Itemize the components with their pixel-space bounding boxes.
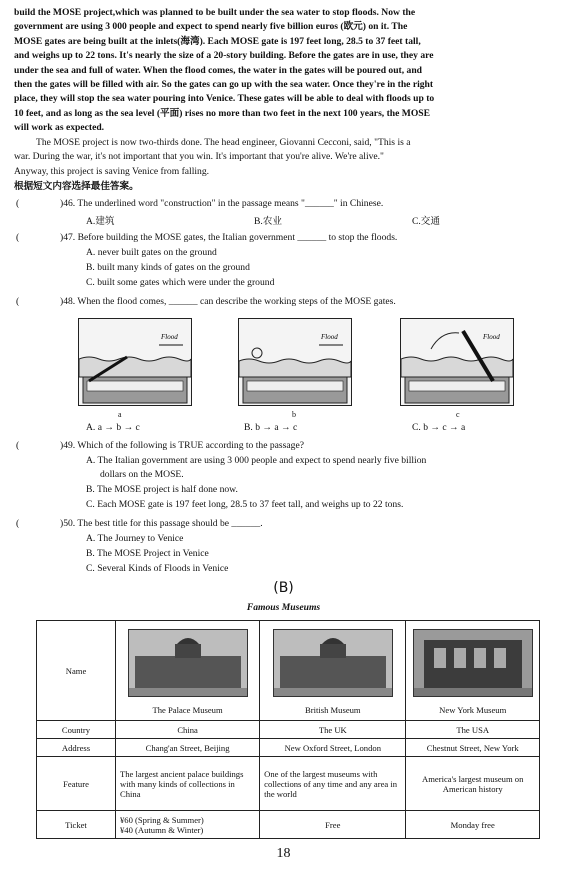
palace-museum-photo	[128, 629, 248, 697]
row-header-address: Address	[37, 739, 116, 757]
museum-name: New York Museum	[439, 704, 507, 715]
option-50-a[interactable]: A. The Journey to Venice	[86, 533, 184, 544]
ticket-price: ¥60 (Spring & Summer)	[120, 814, 204, 825]
instruction: 根据短文内容选择最佳答案。	[14, 181, 139, 192]
museum-name: The Palace Museum	[152, 704, 223, 715]
passage-line: MOSE gates are being built at the inlets(海湾). Each MOSE gate is 197 feet long, 28.5 to 37 feet tall,	[14, 35, 421, 47]
ticket-price: ¥40 (Autumn & Winter)	[120, 824, 204, 835]
table-row-ticket	[37, 811, 540, 839]
cell-feature: America's largest museum on American history	[406, 757, 540, 811]
cell-feature: The largest ancient palace buildings with many kinds of collections in China	[116, 757, 260, 811]
cell-ticket-1	[116, 811, 260, 839]
gate-diagram-a	[78, 318, 192, 406]
flood-label: Flood	[483, 333, 500, 341]
question-47: )47. Before building the MOSE gates, the Italian government ______ to stop the floods.	[60, 232, 398, 243]
new-york-museum-photo	[413, 629, 533, 697]
table-title: Famous Museums	[246, 602, 321, 613]
question-46: )46. The underlined word "construction" in the passage means "______" in Chinese.	[60, 198, 384, 209]
cell-address: Chestnut Street, New York	[406, 739, 540, 757]
passage-line: build the MOSE project,which was planned to be built under the sea water to stop floods. Now the	[14, 7, 416, 18]
cell-name-1	[116, 621, 260, 721]
cell-country: The USA	[406, 721, 540, 739]
option-48-c[interactable]: C. b → c → a	[412, 422, 466, 433]
passage-line: place, they will stop the sea water pouring into Venice. These gates will be able to deal with floods up to	[14, 93, 435, 105]
row-header-country: Country	[37, 721, 116, 739]
option-47-c[interactable]: C. built some gates which were under the ground	[86, 277, 275, 288]
passage-line: government are using 3 000 people and expect to spend nearly five billion euros (欧元) on it. The	[14, 21, 408, 33]
cell-country: The UK	[260, 721, 406, 739]
table-row-country	[37, 721, 540, 739]
page-number: 18	[276, 846, 291, 861]
passage-line: war. During the war, it's not important that you win. It's important that you're alive. We're alive."	[14, 151, 384, 163]
figure-label-b: b	[292, 410, 296, 419]
passage-line: and weighs up to 22 tons. It's nearly the size of a 20-story building. Before the gates are in use, they are	[14, 50, 434, 62]
answer-paren-49[interactable]: (	[16, 440, 20, 451]
cell-address: New Oxford Street, London	[260, 739, 406, 757]
passage-line: then the gates will be filled with air. So the gates can go up with the sea water. Once they're in the right	[14, 79, 434, 91]
passage-line: under the sea and full of water. When the flood comes, the water in the gates will be poured out, and	[14, 64, 423, 76]
cell-country: China	[116, 721, 260, 739]
passage-line: 10 feet, and as long as the sea level (平面) rises no more than two feet in the next 100 years, the MOSE	[14, 107, 431, 119]
gate-diagram-b	[238, 318, 352, 406]
option-46-c[interactable]: C.交通	[412, 216, 440, 227]
passage-line: Anyway, this project is saving Venice from falling.	[14, 165, 210, 177]
option-49-a-cont: dollars on the MOSE.	[100, 469, 184, 480]
option-48-b[interactable]: B. b → a → c	[244, 422, 298, 433]
option-46-b[interactable]: B.农业	[254, 216, 282, 227]
gate-diagram-c	[400, 318, 514, 406]
cell-address: Chang'an Street, Beijing	[116, 739, 260, 757]
option-48-a[interactable]: A. a → b → c	[86, 422, 140, 433]
table-row-name	[37, 621, 540, 721]
flood-label: Flood	[161, 333, 178, 341]
option-50-c[interactable]: C. Several Kinds of Floods in Venice	[86, 563, 229, 574]
flood-label: Flood	[321, 333, 338, 341]
cell-name-2	[260, 621, 406, 721]
museum-name: British Museum	[304, 704, 361, 715]
table-row-feature	[37, 757, 540, 811]
answer-paren-46[interactable]: (	[16, 198, 20, 209]
answer-paren-50[interactable]: (	[16, 518, 20, 529]
answer-paren-47[interactable]: (	[16, 232, 20, 243]
cell-ticket-2: Free	[260, 811, 406, 839]
figure-label-a: a	[118, 410, 122, 419]
option-47-b[interactable]: B. built many kinds of gates on the ground	[86, 262, 250, 273]
passage-paragraph-1	[14, 6, 562, 136]
question-50: )50. The best title for this passage should be ______.	[60, 518, 263, 529]
row-header-feature: Feature	[37, 757, 116, 811]
table-row-address	[37, 739, 540, 757]
option-46-a[interactable]: A.建筑	[86, 216, 115, 227]
question-49: )49. Which of the following is TRUE according to the passage?	[60, 440, 304, 451]
figure-label-c: c	[456, 410, 460, 419]
british-museum-photo	[273, 629, 393, 697]
passage-line: will work as expected.	[14, 122, 105, 134]
option-49-a[interactable]: A. The Italian government are using 3 000 people and expect to spend nearly five billion	[86, 455, 427, 466]
option-50-b[interactable]: B. The MOSE Project in Venice	[86, 548, 209, 559]
cell-ticket-3: Monday free	[406, 811, 540, 839]
passage-line: The MOSE project is now two-thirds done. The head engineer, Giovanni Cecconi, said, "This is a	[36, 137, 411, 148]
section-b-heading: (B)	[273, 580, 294, 596]
row-header-name: Name	[37, 621, 116, 721]
option-49-c[interactable]: C. Each MOSE gate is 197 feet long, 28.5 to 37 feet tall, and weighs up to 22 tons.	[86, 499, 404, 510]
cell-name-3	[406, 621, 540, 721]
row-header-ticket: Ticket	[37, 811, 116, 839]
passage-paragraph-2	[14, 136, 562, 179]
answer-paren-48[interactable]: (	[16, 296, 20, 307]
option-49-b[interactable]: B. The MOSE project is half done now.	[86, 484, 238, 495]
question-48: )48. When the flood comes, ______ can describe the working steps of the MOSE gates.	[60, 296, 396, 307]
cell-feature: One of the largest museums with collections of any time and any area in the world	[260, 757, 406, 811]
option-47-a[interactable]: A. never built gates on the ground	[86, 247, 217, 258]
museum-table	[36, 620, 540, 839]
